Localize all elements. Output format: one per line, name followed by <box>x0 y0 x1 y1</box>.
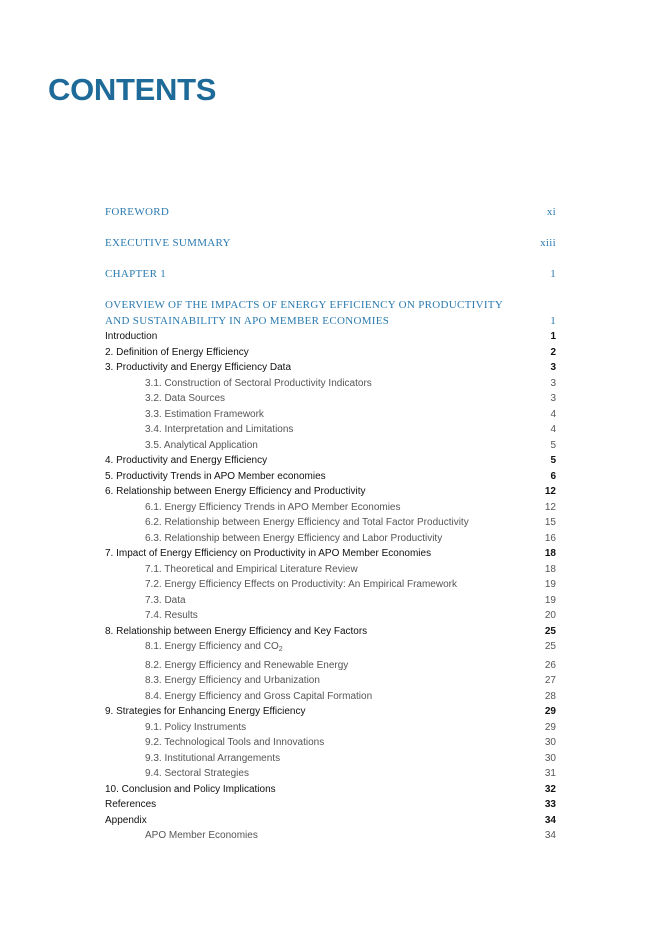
toc-label-line-2: AND SUSTAINABILITY IN APO MEMBER ECONOMIES <box>105 314 390 327</box>
toc-page-number: 26 <box>544 659 556 671</box>
toc-entry[interactable] <box>105 329 556 345</box>
toc-page-number: 4 <box>550 424 556 435</box>
toc-entry-label: 10. Conclusion and Policy Implications <box>105 783 276 795</box>
toc-entry-label: 7.3. Data <box>145 594 186 606</box>
toc-entry[interactable] <box>105 469 556 485</box>
toc-entry-label: 9.4. Sectoral Strategies <box>145 768 249 779</box>
toc-page-number: xiii <box>540 237 556 249</box>
toc-label: CHAPTER 1 <box>105 268 167 280</box>
toc-entry-label: 3.2. Data Sources <box>145 393 226 404</box>
toc-entry-label: 3. Productivity and Energy Efficiency Data <box>105 362 292 373</box>
toc-subentry[interactable] <box>105 658 556 674</box>
toc-page-number: 18 <box>544 563 556 575</box>
toc-subentry[interactable] <box>105 438 556 454</box>
toc-chapter-title[interactable] <box>105 298 556 329</box>
toc-entry[interactable] <box>105 345 556 361</box>
toc-entry-label: 3.4. Interpretation and Limitations <box>145 424 294 435</box>
toc-entry-label: 3.3. Estimation Framework <box>145 408 264 420</box>
toc-page-number: 29 <box>544 706 556 717</box>
toc-entry-label <box>105 639 537 658</box>
toc-page-number: 31 <box>544 768 556 779</box>
toc-entry-label: 6.3. Relationship between Energy Efficiency and Labor Productivity <box>145 532 443 544</box>
toc-page-number: 33 <box>544 799 556 810</box>
toc-page-number: 6 <box>550 470 556 482</box>
toc-entry-label: 3.5. Analytical Application <box>145 439 258 451</box>
toc-page-number: 25 <box>544 625 556 637</box>
toc-entry-label: 9. Strategies for Enhancing Energy Efficiency <box>105 706 306 717</box>
toc-page-number: xi <box>546 206 556 218</box>
toc-subentry[interactable] <box>105 376 556 392</box>
toc-entry-label: 9.2. Technological Tools and Innovations <box>145 737 325 748</box>
toc-page-number: 32 <box>544 783 556 795</box>
toc-page-number: 19 <box>544 594 556 606</box>
toc-subentry[interactable] <box>105 689 556 705</box>
toc-entry-label: 6.1. Energy Efficiency Trends in APO Member Economies <box>145 501 401 513</box>
toc-entry[interactable] <box>105 813 556 829</box>
toc-entry-label-text: 8.1. Energy Efficiency and CO <box>145 641 279 652</box>
toc-subentry[interactable] <box>105 673 556 689</box>
toc-entry-label: 7.1. Theoretical and Empirical Literature Review <box>145 563 358 575</box>
toc-page-number: 27 <box>544 675 556 686</box>
toc-label-line-1: OVERVIEW OF THE IMPACTS OF ENERGY EFFICIENCY ON PRODUCTIVITY <box>105 299 504 311</box>
toc-entry[interactable] <box>105 624 556 640</box>
toc-page-number: 5 <box>550 455 556 466</box>
toc-entry[interactable] <box>105 360 556 376</box>
toc-executive-summary[interactable] <box>105 236 556 252</box>
toc-page-number: 16 <box>544 532 556 544</box>
toc-entry-label: 9.3. Institutional Arrangements <box>145 752 281 764</box>
toc-page-number: 1 <box>550 314 556 327</box>
toc-entry[interactable] <box>105 797 556 813</box>
toc-subentry[interactable] <box>105 720 556 736</box>
toc-page-number: 30 <box>544 752 556 764</box>
toc-page-number: 19 <box>544 579 556 590</box>
toc-page-number: 28 <box>544 690 556 702</box>
toc-foreword[interactable] <box>105 205 556 221</box>
toc-entry-label: APO Member Economies <box>145 830 258 841</box>
toc-subentry[interactable] <box>105 751 556 767</box>
toc-page-number: 12 <box>544 486 556 497</box>
toc-subentry[interactable] <box>105 515 556 531</box>
toc-label: EXECUTIVE SUMMARY <box>105 237 231 249</box>
toc-page-number: 1 <box>550 268 556 280</box>
toc-page-number: 25 <box>544 641 556 652</box>
toc-entry-label: 3.1. Construction of Sectoral Productivity Indicators <box>145 377 372 389</box>
toc-entry[interactable] <box>105 453 556 469</box>
toc-subentry[interactable] <box>105 422 556 438</box>
toc-entry-label: 7. Impact of Energy Efficiency on Productivity in APO Member Economies <box>105 548 432 559</box>
toc-subentry[interactable] <box>105 593 556 609</box>
toc-entry-label: 8.2. Energy Efficiency and Renewable Energy <box>145 659 349 671</box>
toc-page-number: 3 <box>550 377 556 389</box>
toc-entry-label: 9.1. Policy Instruments <box>145 721 247 733</box>
toc-entry-label: Appendix <box>105 814 147 826</box>
toc-entry[interactable] <box>105 484 556 500</box>
toc-page-number: 1 <box>550 331 556 342</box>
toc-label: FOREWORD <box>105 206 170 218</box>
toc-subentry[interactable] <box>105 407 556 423</box>
toc-page-number: 3 <box>550 393 556 404</box>
toc-subentry[interactable] <box>105 562 556 578</box>
toc-entry-label: Introduction <box>105 331 158 342</box>
toc-subentry[interactable] <box>105 735 556 751</box>
toc-subentry[interactable] <box>105 639 556 658</box>
toc-chapter-1[interactable] <box>105 267 556 283</box>
toc-page-number: 4 <box>550 408 556 420</box>
toc-entry-label: 2. Definition of Energy Efficiency <box>105 346 249 358</box>
toc-page-number: 34 <box>544 814 556 826</box>
toc-entry-label: 6.2. Relationship between Energy Efficiency and Total Factor Productivity <box>145 517 469 528</box>
toc-page-number: 29 <box>544 721 556 733</box>
toc-subentry[interactable] <box>105 608 556 624</box>
toc-subentry[interactable] <box>105 391 556 407</box>
toc-entry[interactable] <box>105 704 556 720</box>
toc-label <box>105 298 542 329</box>
toc-subentry[interactable] <box>105 828 556 844</box>
toc-entry-label: 6. Relationship between Energy Efficiency and Productivity <box>105 486 366 497</box>
toc-entry-label: 4. Productivity and Energy Efficiency <box>105 455 268 466</box>
toc-page-number: 12 <box>544 501 556 513</box>
toc-subentry[interactable] <box>105 577 556 593</box>
toc-entry-label: 8.4. Energy Efficiency and Gross Capital Formation <box>145 690 373 702</box>
toc-page-number: 2 <box>550 346 556 358</box>
page-title: CONTENTS <box>48 72 217 107</box>
toc-entry-label: 8. Relationship between Energy Efficiency and Key Factors <box>105 625 368 637</box>
toc-entry[interactable] <box>105 782 556 798</box>
toc-page-number: 3 <box>550 362 556 373</box>
toc-entry[interactable] <box>105 546 556 562</box>
subscript: 2 <box>278 646 283 653</box>
toc-page-number: 15 <box>544 517 556 528</box>
toc-page-number: 18 <box>544 548 556 559</box>
toc-entry-label: 8.3. Energy Efficiency and Urbanization <box>145 675 320 686</box>
toc-page-number: 5 <box>550 439 556 451</box>
toc-subentry[interactable] <box>105 531 556 547</box>
toc-page-number: 30 <box>544 737 556 748</box>
toc-entry-label: 7.4. Results <box>145 610 198 621</box>
toc-subentry[interactable] <box>105 500 556 516</box>
toc-subentry[interactable] <box>105 766 556 782</box>
toc-page-number: 34 <box>544 830 556 841</box>
toc-entry-label: 7.2. Energy Efficiency Effects on Productivity: An Empirical Framework <box>145 579 457 590</box>
toc-entry-label: References <box>105 799 157 810</box>
toc-entry-label: 5. Productivity Trends in APO Member economies <box>105 470 326 482</box>
toc-page-number: 20 <box>544 610 556 621</box>
table-of-contents <box>105 205 556 844</box>
